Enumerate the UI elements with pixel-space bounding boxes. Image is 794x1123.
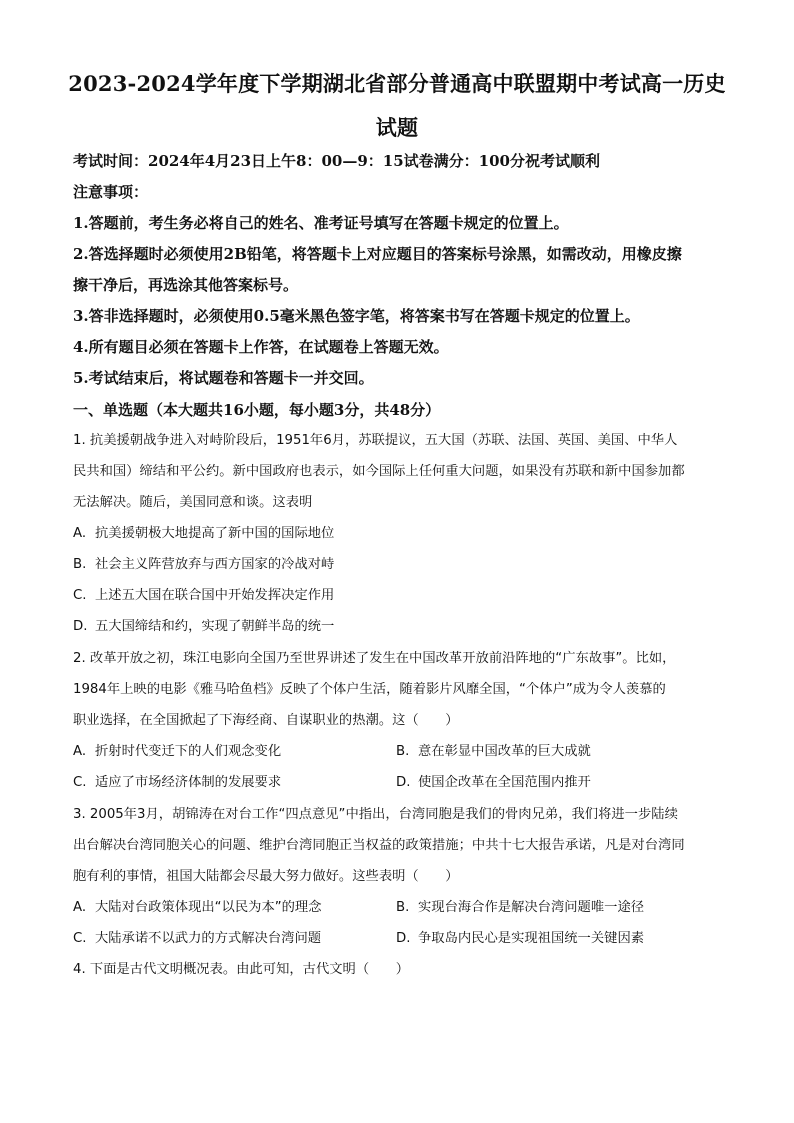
option-label: D.: [396, 775, 411, 790]
note-item: 4.所有题目必须在答题卡上作答，在试题卷上答题无效。: [73, 338, 449, 356]
option-text: 适应了市场经济体制的发展要求: [95, 775, 282, 790]
option-text: 大陆对台政策体现出“以民为本”的理念: [95, 900, 322, 915]
exam-title-line1: 2023-2024学年度下学期湖北省部分普通高中联盟期中考试高一历史: [68, 71, 726, 96]
option-text: 五大国缔结和约，实现了朝鲜半岛的统一: [95, 619, 335, 634]
option-text: 大陆承诺不以武力的方式解决台湾问题: [95, 931, 322, 946]
question-2-stem: 2. 改革开放之初，珠江电影向全国乃至世界讲述了发生在中国改革开放前沿阵地的“广东故事”。比如，: [73, 651, 676, 666]
question-1-option-a: [73, 524, 334, 544]
note-item: 5.考试结束后，将试题卷和答题卡一并交回。: [73, 369, 374, 387]
option-label: C.: [73, 775, 87, 790]
question-1-stem: 民共和国）缔结和平公约。新中国政府也表示，如今国际上任何重大问题，如果没有苏联和新中国参加都: [73, 464, 685, 479]
option-text: 社会主义阵营放弃与西方国家的冷战对峙: [95, 557, 335, 572]
question-2-option-d: [396, 773, 591, 793]
option-label: B.: [396, 744, 410, 759]
question-1-stem: 无法解决。随后，美国同意和谈。这表明: [73, 495, 313, 510]
question-2-stem: 职业选择，在全国掀起了下海经商、自谋职业的热潮。这（ ）: [73, 713, 459, 728]
option-label: C.: [73, 931, 87, 946]
exam-info: 考试时间：2024年4月23日上午8：00—9：15试卷满分：100分祝考试顺利: [73, 152, 600, 170]
note-item: 擦干净后，再选涂其他答案标号。: [73, 276, 299, 294]
option-text: 折射时代变迁下的人们观念变化: [95, 744, 282, 759]
question-3-option-c: [73, 929, 321, 949]
option-text: 争取岛内民心是实现祖国统一关键因素: [418, 931, 645, 946]
exam-title-line2: 试题: [375, 115, 419, 140]
question-3-option-a: [73, 898, 322, 918]
option-text: 抗美援朝极大地提高了新中国的国际地位: [95, 526, 335, 541]
option-label: A.: [73, 744, 87, 759]
option-text: 上述五大国在联合国中开始发挥决定作用: [95, 588, 335, 603]
section-heading: 一、单选题（本大题共16小题，每小题3分，共48分）: [73, 401, 441, 419]
option-label: A.: [73, 526, 87, 541]
note-item: 1.答题前，考生务必将自己的姓名、准考证号填写在答题卡规定的位置上。: [73, 214, 569, 232]
option-label: B.: [396, 900, 410, 915]
question-4-stem: 4. 下面是古代文明概况表。由此可知，古代文明（ ）: [73, 962, 410, 977]
option-text: 使国企改革在全国范围内推开: [418, 775, 591, 790]
option-label: A.: [73, 900, 87, 915]
option-label: C.: [73, 588, 87, 603]
option-label: D.: [396, 931, 411, 946]
question-3-stem: 3. 2005年3月，胡锦涛在对台工作“四点意见”中指出，台湾同胞是我们的骨肉兄弟，我们将进一步陆续: [73, 807, 678, 822]
question-3-option-d: [396, 929, 644, 949]
question-2-option-c: [73, 773, 281, 793]
option-label: B.: [73, 557, 87, 572]
option-text: 意在彰显中国改革的巨大成就: [418, 744, 591, 759]
question-3-stem: 出台解决台湾同胞关心的问题、维护台湾同胞正当权益的政策措施；中共十七大报告承诺，凡是对台湾同: [73, 838, 685, 853]
note-item: 2.答选择题时必须使用2B铅笔，将答题卡上对应题目的答案标号涂黑，如需改动，用橡皮擦: [73, 245, 682, 263]
question-2-option-b: [396, 742, 591, 762]
question-1-option-d: [73, 617, 334, 637]
notes-heading: 注意事项：: [73, 183, 149, 201]
question-1-stem: 1. 抗美援朝战争进入对峙阶段后，1951年6月，苏联提议，五大国（苏联、法国、英国、美国、中华人: [73, 433, 678, 448]
question-1-option-b: [73, 555, 334, 575]
option-text: 实现台海合作是解决台湾问题唯一途径: [418, 900, 645, 915]
option-label: D.: [73, 619, 88, 634]
question-1-option-c: [73, 586, 334, 606]
question-3-option-b: [396, 898, 644, 918]
note-item: 3.答非选择题时，必须使用0.5毫米黑色签字笔，将答案书写在答题卡规定的位置上。: [73, 307, 640, 325]
question-2-stem: 1984年上映的电影《雅马哈鱼档》反映了个体户生活，随着影片风靡全国，“个体户”成为令人羡慕的: [73, 682, 666, 697]
question-3-stem: 胞有利的事情，祖国大陆都会尽最大努力做好。这些表明（ ）: [73, 869, 459, 884]
question-2-option-a: [73, 742, 281, 762]
